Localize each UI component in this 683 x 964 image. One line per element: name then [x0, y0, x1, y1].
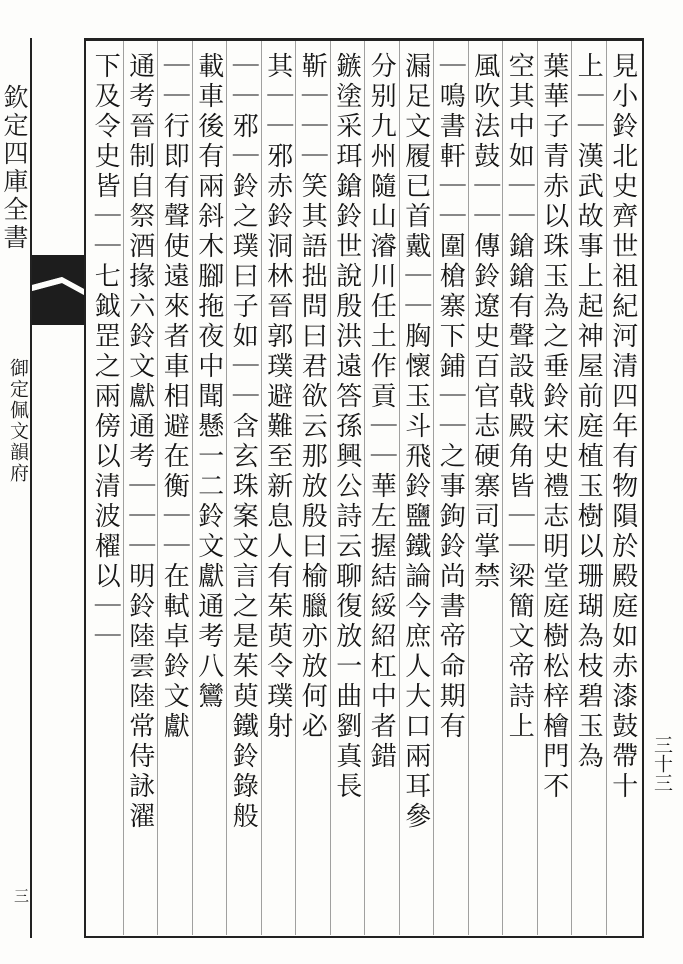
text-column: 載車後有兩斜木腳拖夜中聞懸一二鈴文獻通考八鸞: [193, 52, 224, 712]
spine-title: 欽定四庫全書: [0, 84, 29, 252]
text-column: 鏃塗采珥鎗鈴世說殷洪遠答孫興公詩云聊復放一曲劉真長: [331, 52, 362, 802]
column-rule: [295, 41, 296, 935]
text-column: 葉華子青赤以珠玉為之垂鈴宋史禮志明堂庭樹松梓檜門不: [538, 52, 569, 802]
column-rule: [502, 41, 503, 935]
text-column: ｜鳴書軒｜｜圍槍寨下鋪｜｜之事鉤鈴尚書帝命期有: [435, 52, 466, 742]
column-rule: [571, 41, 572, 935]
text-column: 見小鈴北史齊世祖紀河清四年有物隕於殿庭如赤漆鼓帶十: [607, 52, 638, 802]
column-rule: [330, 41, 331, 935]
column-rule: [364, 41, 365, 935]
text-column: 其｜｜邪赤鈴洞林晉郭璞避難至新息人有茱萸令璞射: [262, 52, 293, 742]
column-rule: [157, 41, 158, 935]
text-column: 分别九州隨山濬川任土作貢｜｜華左握結綏紹杠中者錯: [366, 52, 397, 772]
column-rule: [226, 41, 227, 935]
text-column: 靳｜｜｜笑其語拙問曰君欲云那放殷曰榆臘亦放何必: [297, 52, 328, 742]
folio-number: 三十三: [651, 735, 673, 792]
text-column: 下及令史皆｜｜七鉞罡之兩傍以清波櫂以｜｜: [90, 52, 121, 652]
column-rule: [433, 41, 434, 935]
text-column: 漏足文履已首戴｜｜胸懷玉斗飛鈴鹽鐵論今庶人大口兩耳參: [400, 52, 431, 832]
text-column: ｜｜邪｜鈴之璞曰子如｜｜含玄珠案文言之是茱萸鐵鈴錄般: [228, 52, 259, 832]
column-rule: [261, 41, 262, 935]
column-rule: [537, 41, 538, 935]
spine-number: 三: [12, 888, 30, 903]
column-rule: [468, 41, 469, 935]
column-rule: [606, 41, 607, 935]
spine-subtitle: 御定佩文韻府: [7, 358, 29, 484]
column-rule: [399, 41, 400, 935]
column-rule: [192, 41, 193, 935]
text-column: ｜｜行即有聲使遠來者車相避在衡｜｜在軾卓鈴文獻: [159, 52, 190, 742]
text-column: 風吹法鼓｜｜傳鈴遼史百官志硬寨司掌禁: [469, 52, 500, 592]
book-spine: [0, 38, 32, 938]
fish-tail-mark-icon: [32, 255, 84, 325]
column-rule: [123, 41, 124, 935]
text-column: 上｜｜漢武故事上起神屋前庭植玉樹以珊瑚為枝碧玉為: [573, 52, 604, 772]
text-column: 通考晉制自祭酒掾六鈴文獻通考｜｜｜明鈴陸雲陸常侍詠濯: [124, 52, 155, 832]
text-column: 空其中如｜｜鎗鎗有聲設戟殿角皆｜｜梁簡文帝詩上: [504, 52, 535, 742]
